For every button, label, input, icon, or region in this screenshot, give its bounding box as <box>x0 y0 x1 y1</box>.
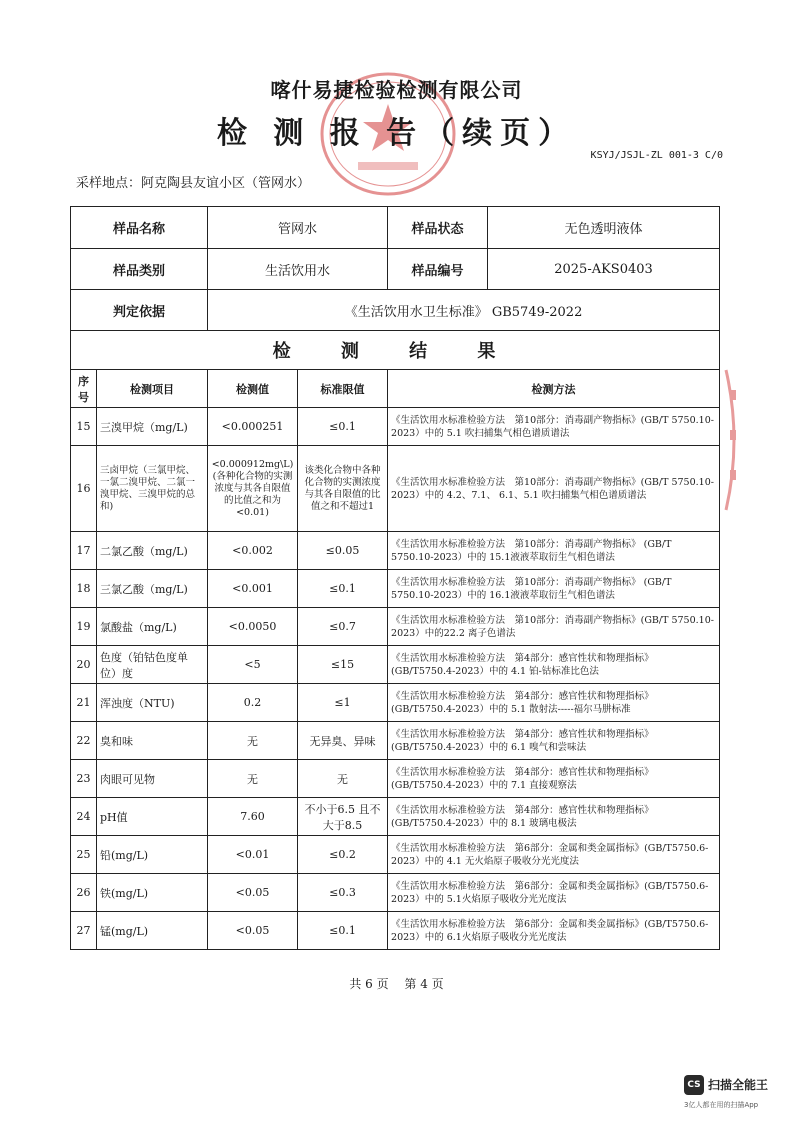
row-value: <0.000251 <box>208 408 298 446</box>
sample-state-label: 样品状态 <box>388 207 488 249</box>
basis-value: 《生活饮用水卫生标准》 GB5749-2022 <box>208 290 720 331</box>
row-number: 16 <box>71 446 97 532</box>
app-name: 扫描全能王 <box>708 1078 769 1092</box>
row-limit: ≤0.1 <box>298 912 388 950</box>
table-row <box>71 446 720 532</box>
row-number: 17 <box>71 532 97 570</box>
row-method: 《生活饮用水标准检验方法 第10部分：消毒副产物指标》(GB/T 5750.10-2023）中的22.2 离子色谱法 <box>388 608 720 646</box>
row-method: 《生活饮用水标准检验方法 第4部分：感官性状和物理指标》(GB/T5750.4-2023）中的 8.1 玻璃电极法 <box>388 798 720 836</box>
sample-name-value: 管网水 <box>208 207 388 249</box>
row-value: 0.2 <box>208 684 298 722</box>
row-method: 《生活饮用水标准检验方法 第6部分：金属和类金属指标》(GB/T5750.6-2023）中的 6.1火焰原子吸收分光光度法 <box>388 912 720 950</box>
table-row <box>71 760 720 798</box>
row-method: 《生活饮用水标准检验方法 第10部分：消毒副产物指标》 (GB/T 5750.10-2023）中的 16.1液液萃取衍生气相色谱法 <box>388 570 720 608</box>
row-method: 《生活饮用水标准检验方法 第6部分：金属和类金属指标》(GB/T5750.6-2023）中的 5.1火焰原子吸收分光光度法 <box>388 874 720 912</box>
row-number: 27 <box>71 912 97 950</box>
results-body <box>71 408 720 950</box>
row-method: 《生活饮用水标准检验方法 第10部分：消毒副产物指标》(GB/T 5750.10-2023）中的 5.1 吹扫捕集气相色谱质谱法 <box>388 408 720 446</box>
sample-state-value: 无色透明液体 <box>488 207 720 249</box>
row-limit: 无 <box>298 760 388 798</box>
table-row <box>71 722 720 760</box>
row-limit: ≤1 <box>298 684 388 722</box>
row-number: 18 <box>71 570 97 608</box>
table-row <box>71 408 720 446</box>
row-value: <0.002 <box>208 532 298 570</box>
row-method: 《生活饮用水标准检验方法 第4部分：感官性状和物理指标》(GB/T5750.4-2023）中的 4.1 铂-钴标准比色法 <box>388 646 720 684</box>
row-number: 20 <box>71 646 97 684</box>
row-limit: ≤0.1 <box>298 408 388 446</box>
row-item: 氯酸盐（mg/L) <box>97 608 208 646</box>
row-item: 二氯乙酸（mg/L) <box>97 532 208 570</box>
row-limit: ≤0.05 <box>298 532 388 570</box>
row-limit: 无异臭、异味 <box>298 722 388 760</box>
col-limit-header: 标准限值 <box>298 370 388 408</box>
col-item-header: 检测项目 <box>97 370 208 408</box>
row-limit: ≤0.7 <box>298 608 388 646</box>
table-row <box>71 836 720 874</box>
row-method: 《生活饮用水标准检验方法 第4部分：感官性状和物理指标》(GB/T5750.4-2023）中的 6.1 嗅气和尝味法 <box>388 722 720 760</box>
row-value: <0.000912mg\L)(各种化合物的实测浓度与其各自限值的比值之和为<0.01) <box>208 446 298 532</box>
col-no-header: 序号 <box>71 370 97 408</box>
row-item: 色度（铂钴色度单位）度 <box>97 646 208 684</box>
row-method: 《生活饮用水标准检验方法 第10部分：消毒副产物指标》 (GB/T 5750.10-2023）中的 15.1液液萃取衍生气相色谱法 <box>388 532 720 570</box>
report-title: 检 测 报 告（续页） <box>216 116 577 151</box>
company-name: 喀什易捷检验检测有限公司 <box>270 78 523 102</box>
sample-type-label: 样品类别 <box>71 249 208 290</box>
table-row <box>71 684 720 722</box>
table-row <box>71 570 720 608</box>
row-value: <5 <box>208 646 298 684</box>
row-value: <0.0050 <box>208 608 298 646</box>
sample-no-label: 样品编号 <box>388 249 488 290</box>
table-row <box>71 532 720 570</box>
table-row <box>71 798 720 836</box>
row-value: 无 <box>208 760 298 798</box>
row-number: 23 <box>71 760 97 798</box>
row-limit: ≤15 <box>298 646 388 684</box>
page-number: 共 6 页 第 4 页 <box>349 977 444 991</box>
row-number: 19 <box>71 608 97 646</box>
row-method: 《生活饮用水标准检验方法 第4部分：感官性状和物理指标》(GB/T5750.4-2023）中的 5.1 散射法-----福尔马肼标准 <box>388 684 720 722</box>
table-row <box>71 874 720 912</box>
row-item: 锰(mg/L) <box>97 912 208 950</box>
row-value: <0.01 <box>208 836 298 874</box>
row-limit: ≤0.3 <box>298 874 388 912</box>
sample-type-value: 生活饮用水 <box>208 249 388 290</box>
row-item: 臭和味 <box>97 722 208 760</box>
row-item: 三氯乙酸（mg/L) <box>97 570 208 608</box>
row-limit: ≤0.2 <box>298 836 388 874</box>
col-method-header: 检测方法 <box>388 370 720 408</box>
scanner-watermark <box>684 1073 784 1113</box>
row-number: 21 <box>71 684 97 722</box>
row-number: 22 <box>71 722 97 760</box>
table-row <box>71 608 720 646</box>
row-value: 7.60 <box>208 798 298 836</box>
row-limit: 该类化合物中各种化合物的实测浓度与其各自限值的比值之和不超过1 <box>298 446 388 532</box>
row-value: <0.05 <box>208 874 298 912</box>
row-item: 浑浊度（NTU) <box>97 684 208 722</box>
document-code: KSYJ/JSJL-ZL 001-3 C/0 <box>590 150 723 161</box>
row-method: 《生活饮用水标准检验方法 第10部分：消毒副产物指标》(GB/T 5750.10-2023）中的 4.2、7.1、 6.1、5.1 吹扫捕集气相色谱质谱法 <box>388 446 720 532</box>
row-item: 铅(mg/L) <box>97 836 208 874</box>
row-limit: 不小于6.5 且不大于8.5 <box>298 798 388 836</box>
sample-name-label: 样品名称 <box>71 207 208 249</box>
sample-no-value: 2025-AKS0403 <box>488 249 720 290</box>
row-item: 铁(mg/L) <box>97 874 208 912</box>
table-row <box>71 646 720 684</box>
results-title: 检 测 结 果 <box>71 331 720 370</box>
row-value: 无 <box>208 722 298 760</box>
row-number: 15 <box>71 408 97 446</box>
row-number: 25 <box>71 836 97 874</box>
table-row <box>71 912 720 950</box>
app-logo-icon: CS <box>684 1075 704 1095</box>
seam-seal <box>722 360 752 520</box>
row-value: <0.05 <box>208 912 298 950</box>
row-item: pH值 <box>97 798 208 836</box>
report-table <box>70 206 720 950</box>
row-limit: ≤0.1 <box>298 570 388 608</box>
row-method: 《生活饮用水标准检验方法 第4部分：感官性状和物理指标》(GB/T5750.4-2023）中的 7.1 直接观察法 <box>388 760 720 798</box>
row-item: 肉眼可见物 <box>97 760 208 798</box>
sampling-site: 采样地点：阿克陶县友谊小区（管网水） <box>76 176 311 191</box>
basis-label: 判定依据 <box>71 290 208 331</box>
row-number: 26 <box>71 874 97 912</box>
row-item: 三溴甲烷（mg/L) <box>97 408 208 446</box>
row-method: 《生活饮用水标准检验方法 第6部分：金属和类金属指标》(GB/T5750.6-2023）中的 4.1 无火焰原子吸收分光光度法 <box>388 836 720 874</box>
row-item: 三卤甲烷（三氯甲烷、一氯二溴甲烷、二氯一溴甲烷、三溴甲烷的总和) <box>97 446 208 532</box>
row-value: <0.001 <box>208 570 298 608</box>
app-tagline: 3亿人都在用的扫描App <box>684 1101 759 1109</box>
row-number: 24 <box>71 798 97 836</box>
col-value-header: 检测值 <box>208 370 298 408</box>
